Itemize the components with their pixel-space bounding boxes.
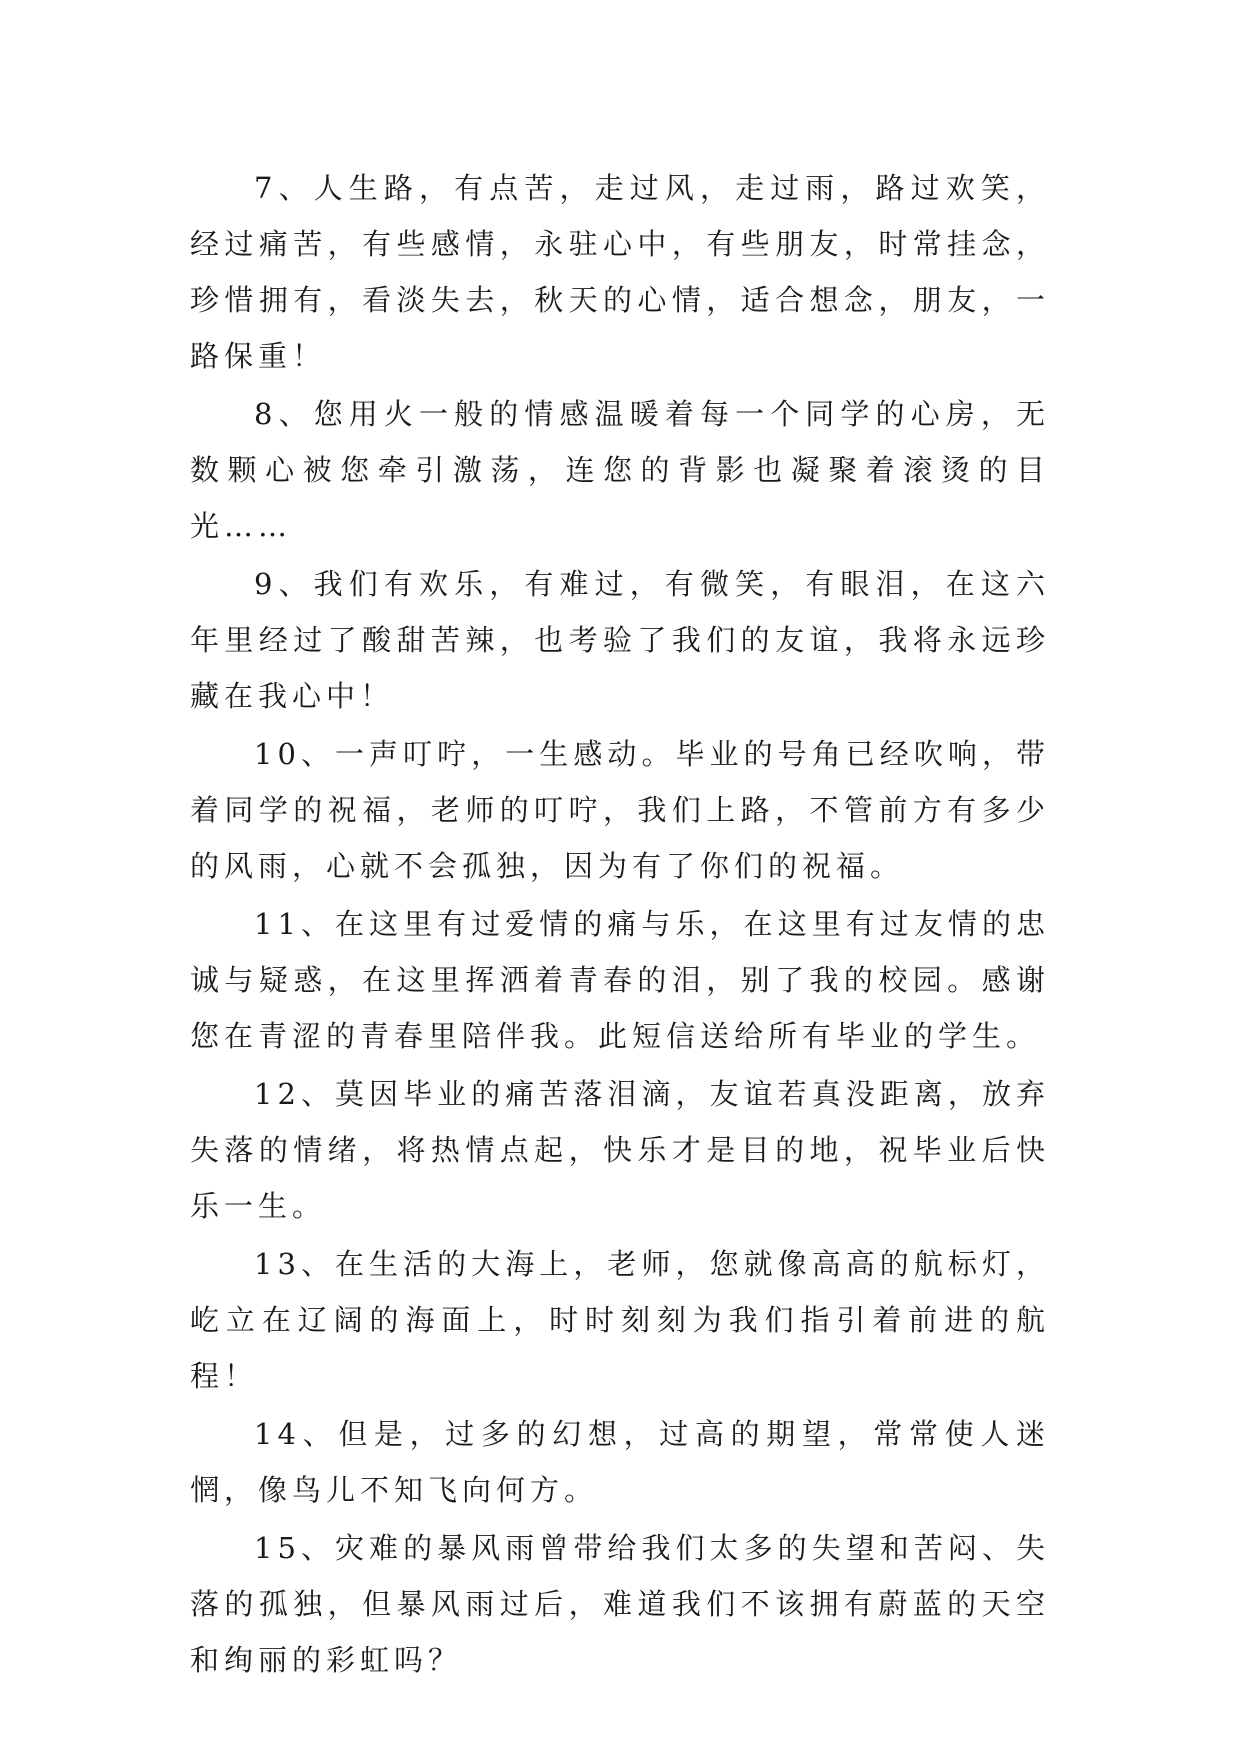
paragraph-11: 11、在这里有过爱情的痛与乐，在这里有过友情的忠诚与疑惑，在这里挥洒着青春的泪，别了我的校园。感谢您在青涩的青春里陪伴我。此短信送给所有毕业的学生。 xyxy=(190,907,1050,1053)
paragraph-7: 7、人生路，有点苦，走过风，走过雨，路过欢笑，经过痛苦，有些感情，永驻心中，有些朋友，时常挂念，珍惜拥有，看淡失去，秋天的心情，适合想念，朋友，一路保重！ xyxy=(190,171,1050,373)
paragraph-14: 14、但是，过多的幻想，过高的期望，常常使人迷惘，像鸟儿不知飞向何方。 xyxy=(190,1417,1050,1507)
document-body xyxy=(190,160,1050,1690)
paragraph-8: 8、您用火一般的情感温暖着每一个同学的心房，无数颗心被您牵引激荡，连您的背影也凝聚着滚烫的目光…… xyxy=(190,397,1050,543)
paragraph-12: 12、莫因毕业的痛苦落泪滴，友谊若真没距离，放弃失落的情绪，将热情点起，快乐才是目的地，祝毕业后快乐一生。 xyxy=(190,1077,1050,1223)
paragraph-10: 10、一声叮咛，一生感动。毕业的号角已经吹响，带着同学的祝福，老师的叮咛，我们上路，不管前方有多少的风雨，心就不会孤独，因为有了你们的祝福。 xyxy=(190,737,1050,883)
paragraph-13: 13、在生活的大海上，老师，您就像高高的航标灯，屹立在辽阔的海面上，时时刻刻为我们指引着前进的航程！ xyxy=(190,1247,1050,1393)
paragraph-15: 15、灾难的暴风雨曾带给我们太多的失望和苦闷、失落的孤独，但暴风雨过后，难道我们不该拥有蔚蓝的天空和绚丽的彩虹吗？ xyxy=(190,1531,1050,1677)
paragraph-9: 9、我们有欢乐，有难过，有微笑，有眼泪，在这六年里经过了酸甜苦辣，也考验了我们的友谊，我将永远珍藏在我心中！ xyxy=(190,567,1050,713)
